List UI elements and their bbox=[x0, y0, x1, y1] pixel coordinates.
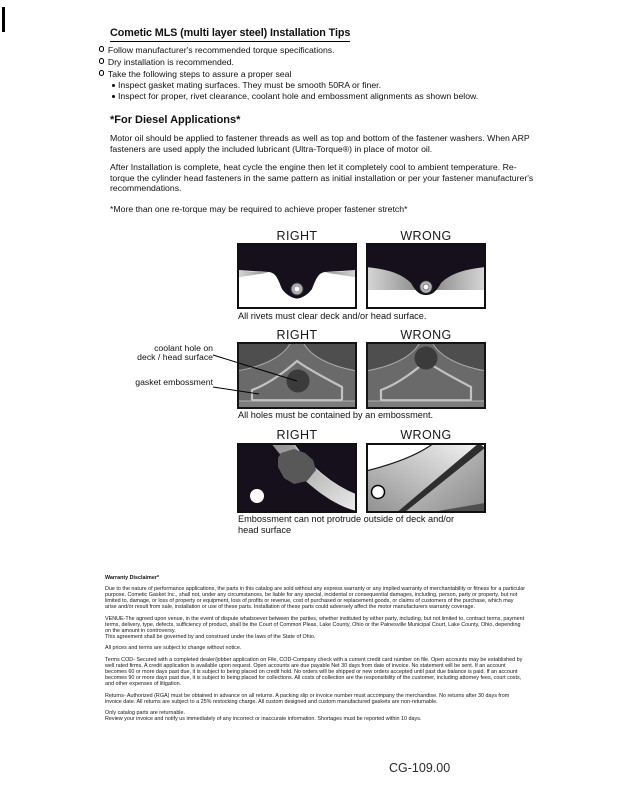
bolt-hole-icon bbox=[250, 489, 264, 503]
tip-item bbox=[99, 44, 529, 56]
diesel-paragraph-2: After Installation is complete, heat cycle the engine then let it completely cool to ambient temperature. Re-torque the cylinder head fasteners in the same pattern as initial installation or per your fastener manufacturer's recommendations. bbox=[110, 162, 534, 194]
disclaimer-paragraph: VENUE-The agreed upon venue, in the event of dispute whatsoever between the parties, whether instituted by either party, including, but not limited to, contract terms, payment terms, delivery, type, defects, sufficiency of product, shall be the Court of Common Pleas, Lake County, Ohio or the Painesville Municipal Court, Lake County, Ohio, depending on the amount in controversy. bbox=[105, 615, 525, 634]
row1-right-header: RIGHT bbox=[276, 229, 318, 243]
row2-right-header: RIGHT bbox=[276, 328, 318, 342]
dot-bullet-icon bbox=[112, 84, 115, 87]
tip-sub-item bbox=[99, 91, 529, 102]
gasket-embossment-label: gasket embossment bbox=[135, 377, 213, 387]
rivet-wrong-diagram bbox=[366, 243, 486, 309]
tip-item bbox=[99, 56, 529, 68]
diesel-paragraph-1: Motor oil should be applied to fastener threads as well as top and bottom of the fastener washers. When ARP fasteners are used apply the included lubricant (Ultra-Torque®) in place of motor oil. bbox=[110, 133, 530, 154]
row2-wrong-header: WRONG bbox=[400, 328, 452, 342]
disclaimer-paragraph: Only catalog parts are returnable. bbox=[105, 710, 186, 717]
tip-text: Inspect gasket mating surfaces. They must be smooth 50RA or finer. bbox=[118, 80, 382, 91]
row3-right-header: RIGHT bbox=[276, 428, 318, 442]
protrusion-wrong-diagram bbox=[366, 443, 486, 513]
coolant-hole-label-line2: deck / head surface bbox=[137, 352, 213, 363]
disclaimer-paragraph: Review your invoice and notify us immediately of any incorrect or inaccurate information. Shortages must be reported within 10 days. bbox=[105, 716, 422, 723]
tip-text: Take the following steps to assure a proper seal bbox=[107, 69, 292, 80]
disclaimer-paragraph: All prices and terms are subject to change without notice. bbox=[105, 645, 242, 652]
page-title-text: Cometic MLS (multi layer steel) Installation Tips bbox=[110, 27, 350, 42]
protrusion-right-diagram bbox=[237, 443, 357, 513]
rivet-right-diagram bbox=[237, 243, 357, 309]
tip-item bbox=[99, 68, 529, 80]
embossment-wrong-diagram bbox=[366, 342, 486, 409]
catalog-page-number: CG-109.00 bbox=[389, 761, 451, 775]
dot-bullet-icon bbox=[112, 95, 115, 98]
coolant-hole-label bbox=[103, 344, 213, 363]
circle-bullet-icon bbox=[99, 46, 104, 51]
embossment-right-diagram bbox=[237, 342, 357, 409]
disclaimer-heading: Warranty Disclaimer* bbox=[105, 575, 160, 581]
diesel-applications-heading: *For Diesel Applications* bbox=[110, 114, 241, 126]
tip-text: Inspect for proper, rivet clearance, coolant hole and embossment alignments as shown below. bbox=[118, 91, 479, 102]
row3-wrong-header: WRONG bbox=[400, 428, 452, 442]
row1-wrong-header: WRONG bbox=[400, 229, 452, 243]
bolt-hole-icon bbox=[372, 486, 385, 499]
disclaimer-paragraph: This agreement shall be governed by and construed under the laws of the State of Ohio. bbox=[105, 634, 316, 641]
retorque-note: *More than one re-torque may be required to achieve proper fastener stretch* bbox=[110, 204, 408, 214]
coolant-hole-label-line1: coolant hole on bbox=[154, 343, 213, 353]
tip-sub-item bbox=[99, 80, 529, 91]
tip-text: Follow manufacturer's recommended torque specifications. bbox=[107, 45, 335, 55]
coolant-hole-icon bbox=[287, 370, 310, 393]
circle-bullet-icon bbox=[99, 70, 104, 75]
row2-caption: All holes must be contained by an embossment. bbox=[238, 410, 434, 420]
disclaimer-paragraph: Terms COD- Secured with a completed dealer/jobber application on File, COD-Company check with a current credit card number on file. Open accounts may be established by well rated firms. A credit application is available upon request. Open accounts are due payable Net 30 days from date of invoice. No statement will be sent. If an account becomes 60 or more days past due, it is subject to being placed on credit hold. No orders will be shipped or new orders accepted until past due balance is paid. If an account becomes 90 or more days past due, it is subject to being placed for collections. All costs of collection are the responsibility of the customer, including attorney fees, court costs, and other expenses of litigation. bbox=[105, 656, 523, 688]
disclaimer-paragraph: Due to the nature of performance applications, the parts in this catalog are sold without any express warranty or any implied warranty of merchantability or fitness for a particular purpose. Cometic Gasket Inc., shall not, under any circumstances, be liable for any special, incidental or consequential damages, including, person, party or property, but not limited to, damage, or loss of property or equipment, loss of profits or revenue, cost of purchased or replacement goods, or claims of customers of the purchase, which may arise and/or result from sale, installation or use of these parts. Installation of these parts could adversely affect the motor manufacturers warranty coverage. bbox=[105, 585, 526, 611]
coolant-hole-icon bbox=[415, 347, 438, 370]
row3-caption: Embossment can not protrude outside of deck and/or head surface bbox=[238, 514, 455, 535]
print-registration-mark bbox=[2, 7, 5, 32]
row1-caption: All rivets must clear deck and/or head surface. bbox=[238, 311, 427, 321]
circle-bullet-icon bbox=[99, 58, 104, 63]
disclaimer-paragraph: Returns- Authorized (RGA) must be obtained in advance on all returns. A packing slip or invoice number must accompany the merchandise. No returns after 30 days from invoice date. All returns are subject to a 25% restocking charge. All custom designed and custom manufactured gaskets are non-returnable. bbox=[105, 692, 510, 705]
tip-text: Dry installation is recommended. bbox=[107, 57, 234, 68]
page-title bbox=[110, 27, 350, 42]
warranty-disclaimer bbox=[105, 575, 526, 728]
installation-tips-list bbox=[99, 44, 529, 103]
